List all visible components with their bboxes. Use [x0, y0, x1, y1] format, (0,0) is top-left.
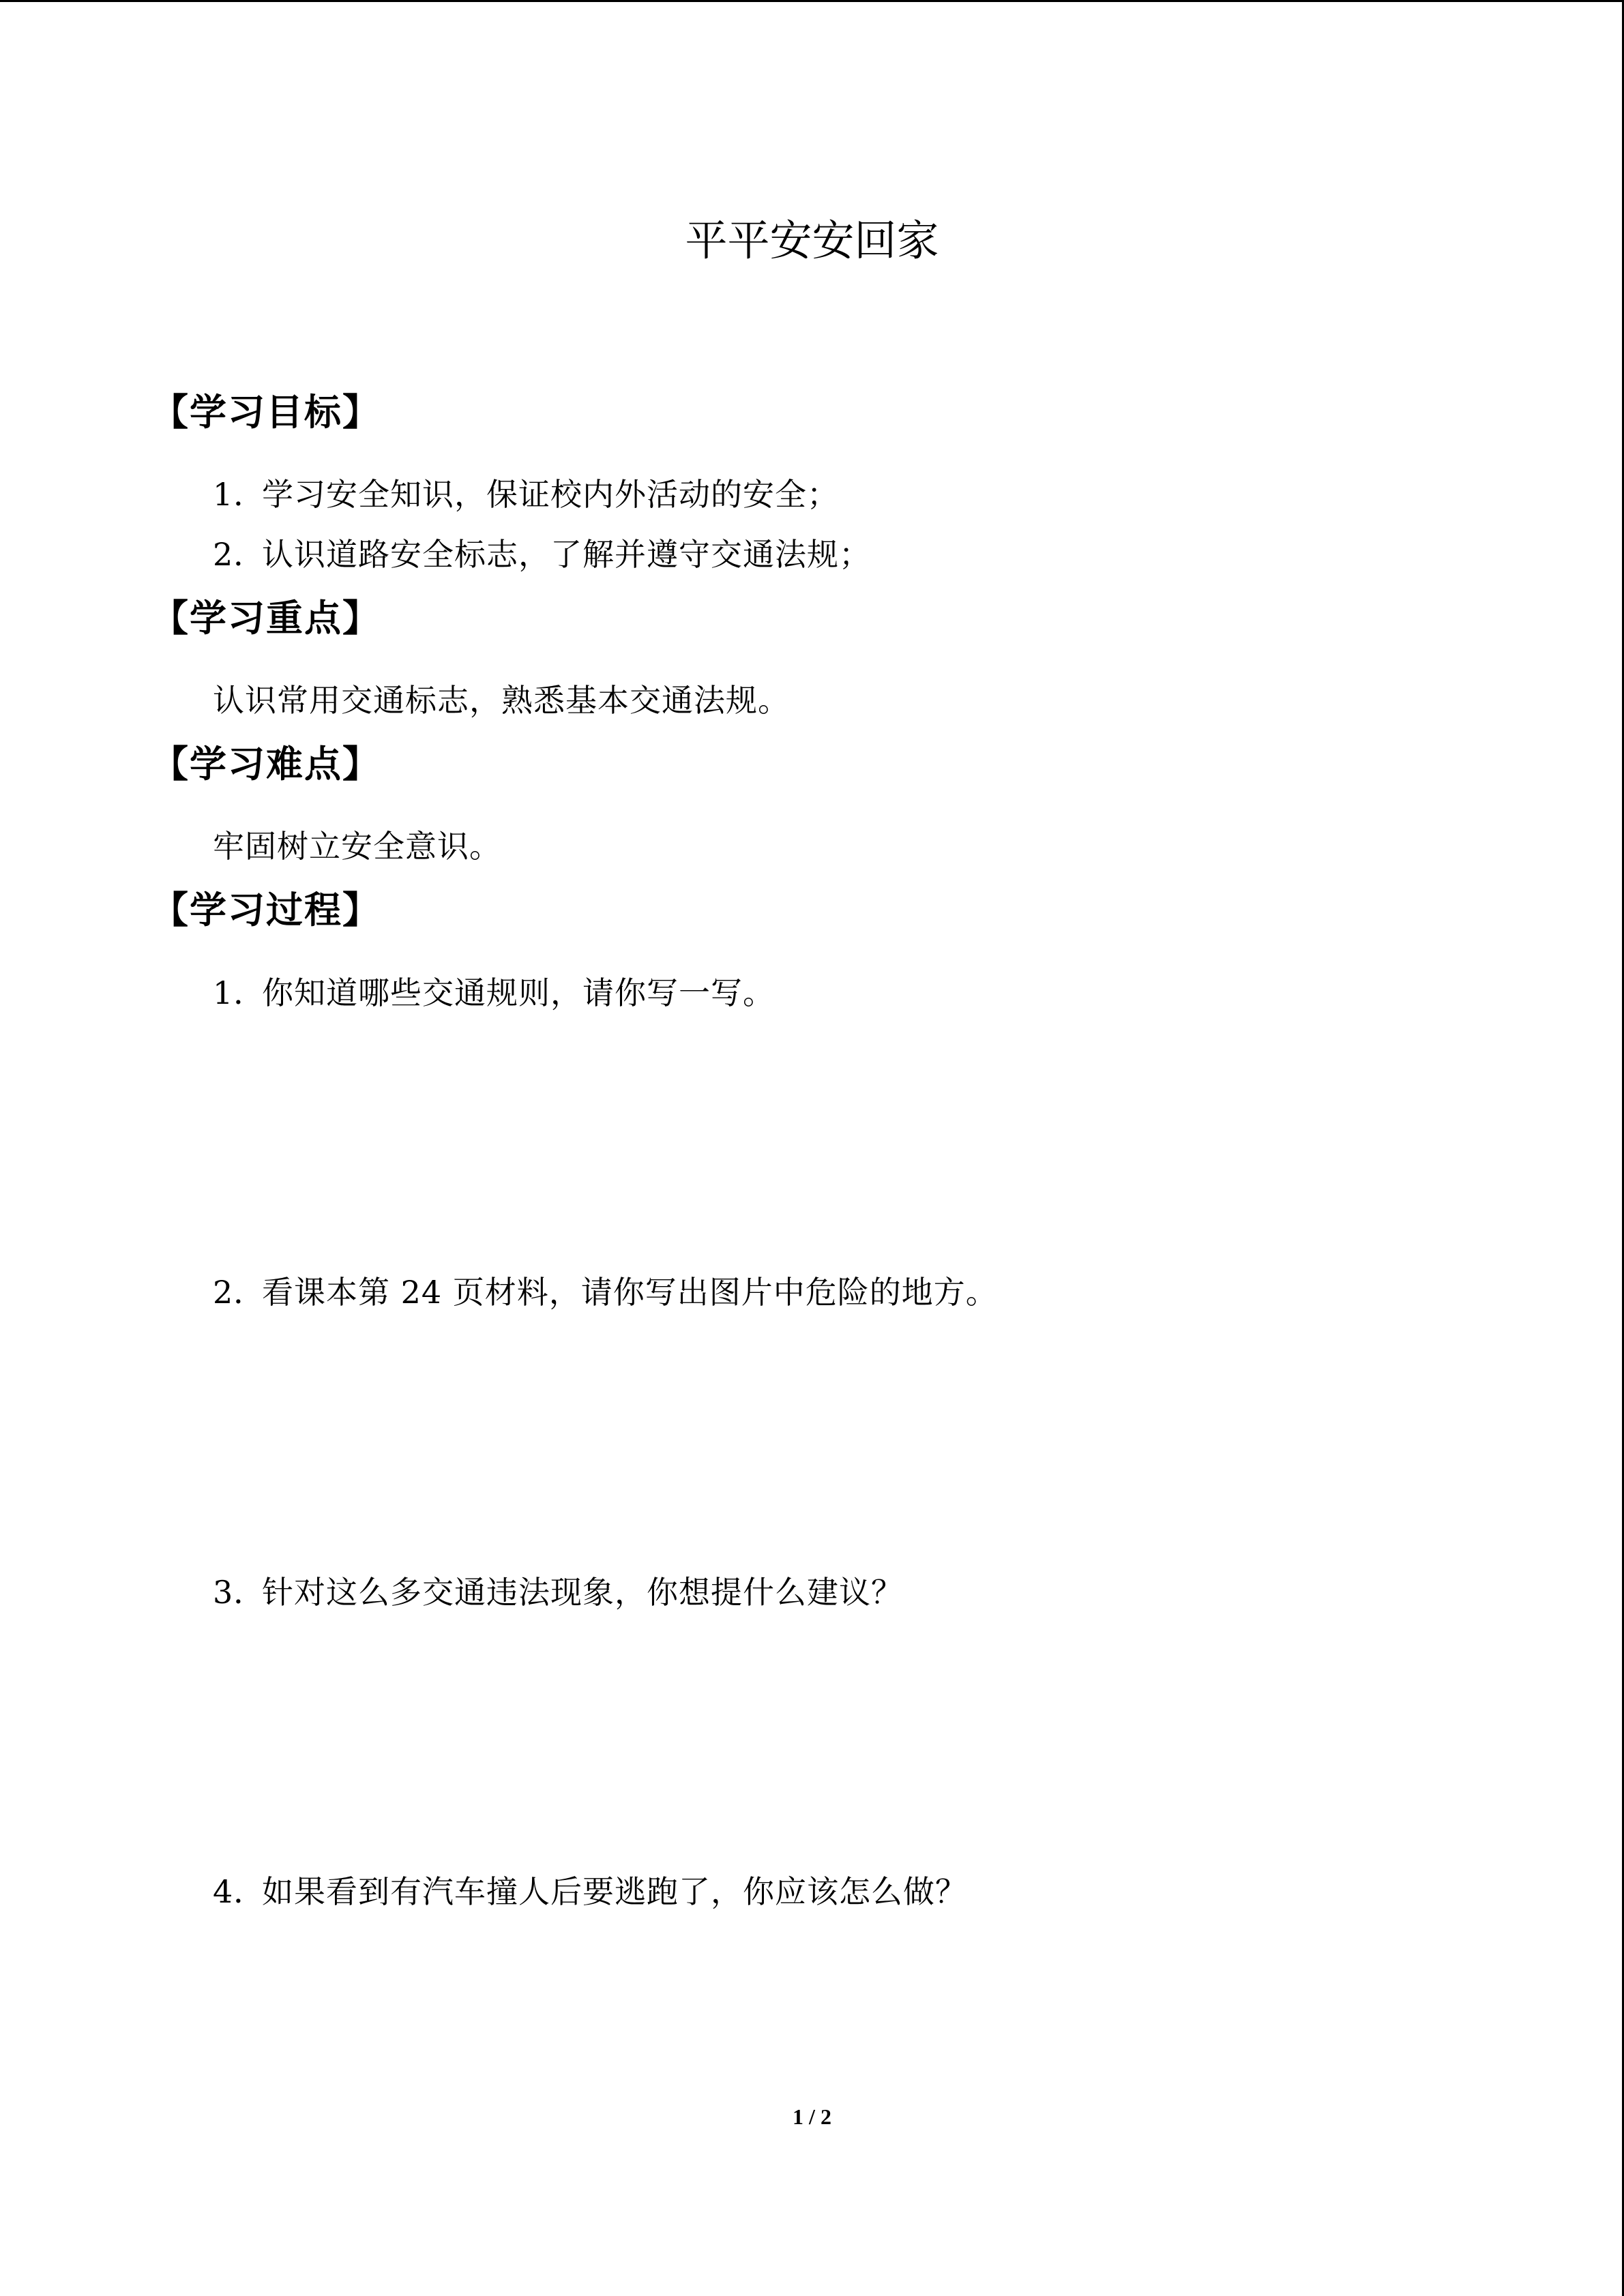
process-item-3-number: 3．: [213, 1574, 266, 1611]
page-number: 1 / 2: [793, 2104, 831, 2129]
process-item-3-text: 针对这么多交通违法现象，你想提什么建议？: [262, 1574, 903, 1611]
difficulties-text: 牢固树立安全意识。: [213, 828, 501, 865]
process-item-3: [213, 1574, 903, 1611]
objective-item-2-number: 2．: [213, 536, 266, 573]
objective-item-1: [213, 476, 839, 513]
objective-item-1-text: 学习安全知识，保证校内外活动的安全；: [262, 476, 839, 513]
process-item-1: [213, 974, 775, 1011]
objective-item-2-text: 认识道路安全标志，了解并遵守交通法规；: [262, 536, 871, 573]
process-item-1-number: 1．: [213, 974, 266, 1011]
section-heading-process: 【学习过程】: [151, 889, 381, 931]
process-item-4: [213, 1873, 967, 1910]
section-heading-difficulties: 【学习难点】: [151, 743, 381, 786]
process-item-2-number: 2．: [213, 1274, 266, 1311]
section-heading-key-points: 【学习重点】: [151, 597, 381, 640]
process-item-2-text: 看课本第 24 页材料，请你写出图片中危险的地方。: [262, 1274, 998, 1311]
section-heading-objectives: 【学习目标】: [151, 391, 381, 434]
objective-item-1-number: 1．: [213, 476, 266, 513]
page-title: 平平安安回家: [685, 215, 939, 265]
objective-item-2: [213, 536, 871, 573]
process-item-2: [213, 1274, 998, 1311]
process-item-4-number: 4．: [213, 1873, 266, 1910]
process-item-4-text: 如果看到有汽车撞人后要逃跑了，你应该怎么做？: [262, 1873, 967, 1910]
process-item-1-text: 你知道哪些交通规则，请你写一写。: [262, 974, 775, 1011]
key-points-text: 认识常用交通标志，熟悉基本交通法规。: [213, 682, 790, 719]
